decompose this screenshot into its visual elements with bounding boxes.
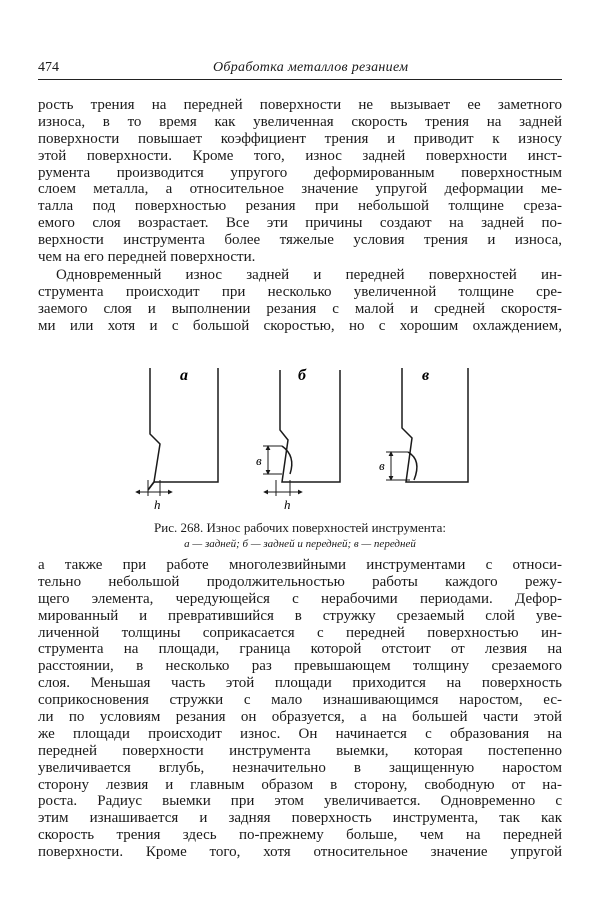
panel-label-b: б <box>298 367 306 384</box>
text-line: емого слоя возрастает. Все эти причины создают на задней по- <box>38 215 562 232</box>
dim-label-h-b: h <box>284 497 291 512</box>
text-line: этим изнашивается и задняя поверхность инструмента, так как <box>38 810 562 827</box>
text-line: слоем металла, а относительное значение упругой деформации ме- <box>38 181 562 198</box>
text-line: поверхности повышает коэффициент трения и приводит к износу <box>38 130 562 147</box>
text-line: ми или хотя и с большой скоростью, но с хорошим охлаждением, <box>38 317 562 334</box>
text-line: личенной толщины соприкасается с передней поверхностью ин- <box>38 624 562 641</box>
text-line: расстоянии, в несколько раз превышающем толщину срезаемого <box>38 658 562 675</box>
text-line: скорость трения здесь по-прежнему больше, чем на передней <box>38 827 562 844</box>
text-line: щего элемента, чередующейся с нерабочими периодами. Дефор- <box>38 590 562 607</box>
paragraph-2 <box>38 267 562 335</box>
wear-land-a <box>148 482 154 490</box>
header-rule <box>38 79 562 80</box>
text-line: талла под поверхностью резания при небольшой толщине среза- <box>38 198 562 215</box>
text-line: рость трения на передней поверхности не вызывает ее заметного <box>38 97 562 113</box>
panel-b <box>256 367 340 512</box>
text-line: поверхности. Кроме того, хотя относительное значение упругой <box>38 844 562 861</box>
figure-legend: а — задней; б — задней и передней; в — передней <box>184 538 416 550</box>
figure-caption: Рис. 268. Износ рабочих поверхностей инструмента: <box>154 520 446 535</box>
text-line: ли по условиям резания он образуется, а на большей части этой <box>38 709 562 726</box>
text-line: румента производится упругого деформированным поверхностным <box>38 164 562 181</box>
text-line: увеличивается вглубь, незначительно в защищенную наростом <box>38 759 562 776</box>
text-line: передней поверхности инструмента выемки, которая постепенно <box>38 742 562 759</box>
text-line: Одновременный износ задней и передней поверхностей ин- <box>56 267 562 283</box>
tool-outline-c <box>402 368 468 482</box>
text-line: тельно небольшой продолжительностью работы каждого режу- <box>38 573 562 590</box>
panel-c <box>379 367 468 482</box>
tool-wear-figure <box>130 362 470 512</box>
text-line: заемого слоя и выполнении резания с малой и средней скоростя- <box>38 300 562 317</box>
tool-outline-b <box>280 370 340 482</box>
page-header <box>38 56 562 80</box>
panel-label-a: а <box>180 367 188 384</box>
text-line: струмента происходит при несколько увеличенной толщине сре- <box>38 283 562 300</box>
text-line: сторону лезвия и главным образом в сторону, свободную от на- <box>38 776 562 793</box>
text-line: слоя. Меньшая часть этой площади приходится на поверхность <box>38 675 562 692</box>
text-line: верхности инструмента более тяжелые условия трения и износа, <box>38 232 562 249</box>
text-line: а также при работе многолезвийными инструментами с относи- <box>38 557 562 573</box>
panel-a <box>136 367 218 512</box>
text-line: же площади происходит износ. Он начинается с образования на <box>38 725 562 742</box>
text-line: мированный и превратившийся в стружку срезаемый слой уве- <box>38 607 562 624</box>
page-number: 474 <box>38 60 59 75</box>
dim-label-b-c: в <box>379 458 385 473</box>
paragraph-3 <box>38 557 562 861</box>
dim-label-b-b: в <box>256 453 262 468</box>
text-line: роста. Радиус выемки при этом увеличивается. Одновременно с <box>38 793 562 810</box>
text-line: износа, в то время как увеличенная скорость трения на задней <box>38 113 562 130</box>
paragraph-1 <box>38 97 562 266</box>
text-line: соприкосновения стружки с мало изнашивающимся наростом, ес- <box>38 692 562 709</box>
panel-label-c: в <box>422 367 430 384</box>
running-title: Обработка металлов резанием <box>213 60 409 75</box>
text-line: струмента на площади, граница которой отстоит от лезвия на <box>38 641 562 658</box>
dim-label-h-a: h <box>154 497 161 512</box>
text-line: чем на его передней поверхности. <box>38 249 256 266</box>
text-line: этой поверхности. Кроме того, износ задней поверхности инст- <box>38 147 562 164</box>
tool-outline-a <box>150 368 218 482</box>
